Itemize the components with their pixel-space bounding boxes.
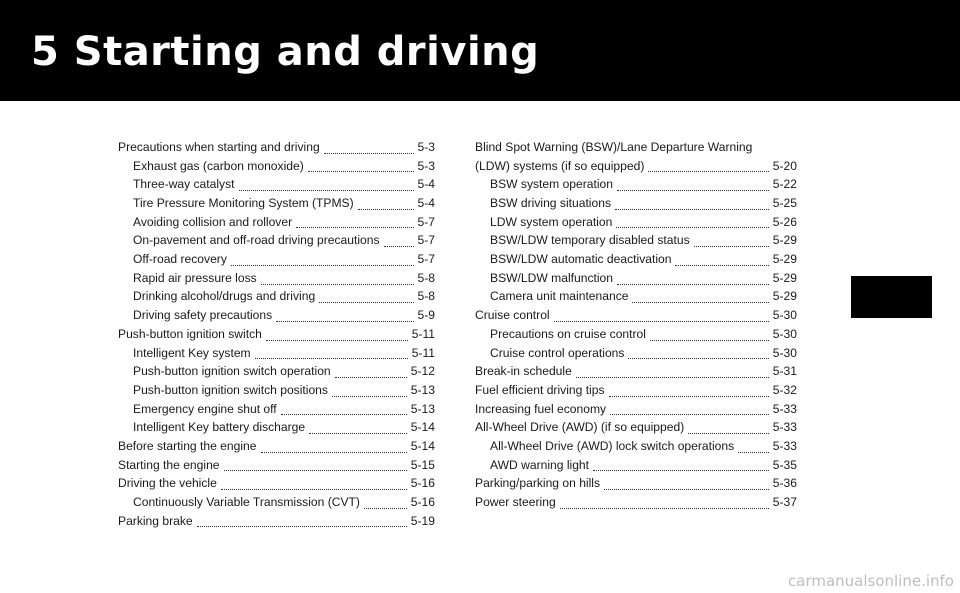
toc-dot-leader [309,433,407,434]
toc-entry-page: 5-4 [417,196,435,211]
toc-dot-leader [604,489,769,490]
toc-right-column [475,138,797,512]
toc-entry[interactable] [475,474,797,493]
toc-entry-page: 5-33 [772,401,797,416]
toc-dot-leader [281,414,407,415]
toc-entry-page: 5-8 [417,270,435,285]
toc-dot-leader [738,452,769,453]
toc-entry-label: Emergency engine shut off [133,401,277,416]
toc-entry-label: Parking/parking on hills [475,476,601,491]
toc-entry[interactable] [475,381,797,400]
toc-entry-page: 5-26 [772,214,797,229]
toc-dot-leader [324,153,414,154]
toc-dot-leader [610,414,769,415]
toc-dot-leader [197,526,407,527]
toc-dot-leader [224,470,407,471]
toc-entry[interactable] [475,194,797,213]
toc-entry-page: 5-16 [410,476,435,491]
toc-entry[interactable] [118,213,435,232]
toc-entry-label: Three-way catalyst [133,177,235,192]
toc-entry-label: Cruise control operations [490,345,625,360]
toc-entry-page: 5-7 [417,252,435,267]
toc-dot-leader [688,433,769,434]
toc-entry-page: 5-14 [410,420,435,435]
toc-dot-leader [266,340,408,341]
chapter-thumb-tab [851,276,932,318]
toc-entry-page: 5-12 [410,364,435,379]
chapter-header-band [0,0,960,101]
toc-entry[interactable] [118,138,435,157]
toc-entry-label: Driving the vehicle [118,476,217,491]
toc-dot-leader [364,508,407,509]
toc-dot-leader [261,284,414,285]
toc-dot-leader [593,470,769,471]
toc-dot-leader [576,377,769,378]
toc-entry-page: 5-31 [772,364,797,379]
toc-entry-label: Fuel efficient driving tips [475,382,605,397]
toc-entry-label: Parking brake [118,513,193,528]
toc-entry[interactable] [475,344,797,363]
toc-entry-page: 5-3 [417,139,435,154]
toc-entry[interactable] [118,456,435,475]
toc-entry-label: Push-button ignition switch [118,326,262,341]
toc-entry-page: 5-29 [772,233,797,248]
toc-entry-label: LDW system operation [490,214,613,229]
toc-entry-page: 5-15 [410,457,435,472]
toc-dot-leader [358,209,414,210]
toc-entry-label: All-Wheel Drive (AWD) lock switch operations [490,438,735,453]
toc-dot-leader [296,227,413,228]
toc-entry-page: 5-19 [410,513,435,528]
toc-entry-label: BSW system operation [490,177,613,192]
toc-entry[interactable] [475,437,797,456]
toc-entry[interactable] [475,231,797,250]
toc-entry-label: Off-road recovery [133,252,227,267]
toc-entry-page: 5-30 [772,308,797,323]
toc-entry[interactable] [475,250,797,269]
toc-left-column [118,138,435,530]
toc-entry-label: Intelligent Key system [133,345,251,360]
toc-entry-label: Intelligent Key battery discharge [133,420,306,435]
toc-entry-page: 5-20 [772,158,797,173]
toc-entry-label: Cruise control [475,308,550,323]
toc-dot-leader [675,265,768,266]
toc-entry-label: On-pavement and off-road driving precautions [133,233,380,248]
toc-entry-page: 5-35 [772,457,797,472]
toc-dot-leader [617,190,769,191]
toc-entry-label: Exhaust gas (carbon monoxide) [133,158,304,173]
toc-dot-leader [332,396,407,397]
toc-entry-label: BSW/LDW temporary disabled status [490,233,690,248]
toc-entry-page: 5-36 [772,476,797,491]
toc-dot-leader [648,171,768,172]
toc-entry[interactable] [475,418,797,437]
toc-entry-label: BSW/LDW malfunction [490,270,613,285]
toc-entry[interactable] [475,288,797,307]
toc-entry-label: Break-in schedule [475,364,572,379]
toc-entry[interactable] [118,250,435,269]
toc-entry-label: Push-button ignition switch positions [133,382,328,397]
toc-entry-page: 5-30 [772,345,797,360]
toc-entry[interactable] [118,381,435,400]
toc-entry[interactable] [118,362,435,381]
toc-entry-label: Camera unit maintenance [490,289,629,304]
chapter-title: 5 Starting and driving [31,29,540,75]
toc-entry[interactable] [118,194,435,213]
toc-entry[interactable] [118,400,435,419]
toc-entry-label: BSW driving situations [490,196,611,211]
toc-entry[interactable] [118,325,435,344]
toc-entry-page: 5-30 [772,326,797,341]
toc-entry[interactable] [475,400,797,419]
toc-dot-leader [239,190,414,191]
toc-entry-page: 5-22 [772,177,797,192]
toc-dot-leader [319,302,413,303]
toc-entry-label: Precautions when starting and driving [118,139,320,154]
toc-entry-label: Tire Pressure Monitoring System (TPMS) [133,196,354,211]
toc-entry[interactable] [475,456,797,475]
toc-dot-leader [221,489,407,490]
toc-entry[interactable] [118,437,435,456]
toc-entry-page: 5-29 [772,270,797,285]
toc-entry-label: Before starting the engine [118,438,257,453]
toc-entry[interactable] [118,231,435,250]
toc-entry[interactable] [118,418,435,437]
toc-entry-page: 5-32 [772,382,797,397]
toc-dot-leader [694,246,769,247]
toc-entry-page: 5-4 [417,177,435,192]
toc-entry-label: Drinking alcohol/drugs and driving [133,289,316,304]
toc-dot-leader [560,508,769,509]
toc-entry-page: 5-7 [417,214,435,229]
toc-entry[interactable] [475,493,797,512]
toc-entry-label: Precautions on cruise control [490,326,646,341]
toc-entry-heading-line[interactable]: Blind Spot Warning (BSW)/Lane Departure Warning [475,140,753,154]
toc-entry[interactable] [475,175,797,194]
toc-entry[interactable] [118,306,435,325]
toc-entry-page: 5-33 [772,420,797,435]
toc-dot-leader [261,452,407,453]
toc-dot-leader [231,265,414,266]
toc-entry-label: Avoiding collision and rollover [133,214,293,229]
toc-dot-leader [554,321,769,322]
toc-entry[interactable] [118,493,435,512]
toc-entry[interactable] [475,213,797,232]
toc-entry-label: Starting the engine [118,457,220,472]
toc-entry[interactable] [118,474,435,493]
toc-dot-leader [632,302,768,303]
toc-dot-leader [276,321,413,322]
toc-entry-page: 5-29 [772,252,797,267]
toc-entry-page: 5-14 [410,438,435,453]
toc-entry[interactable] [118,157,435,176]
toc-entry-page: 5-7 [417,233,435,248]
toc-entry-label: AWD warning light [490,457,590,472]
toc-dot-leader [335,377,407,378]
toc-entry-page: 5-8 [417,289,435,304]
toc-dot-leader [255,358,408,359]
toc-entry-label: Rapid air pressure loss [133,270,257,285]
toc-dot-leader [384,246,414,247]
toc-entry-label: Driving safety precautions [133,308,273,323]
toc-entry-label: Continuously Variable Transmission (CVT) [133,495,360,510]
toc-entry-label: Increasing fuel economy [475,401,607,416]
toc-entry-label: Push-button ignition switch operation [133,364,331,379]
toc-entry[interactable] [475,362,797,381]
toc-dot-leader [628,358,768,359]
toc-entry-page: 5-29 [772,289,797,304]
toc-entry-page: 5-9 [417,308,435,323]
toc-entry-label: (LDW) systems (if so equipped) [475,158,645,173]
toc-entry-page: 5-13 [410,382,435,397]
toc-dot-leader [617,284,769,285]
toc-entry[interactable] [475,157,797,176]
toc-entry-page: 5-11 [411,326,435,341]
toc-entry-page: 5-3 [417,158,435,173]
toc-entry-page: 5-16 [410,495,435,510]
toc-dot-leader [616,227,768,228]
toc-entry-page: 5-33 [772,438,797,453]
toc-entry-label: Power steering [475,495,556,510]
toc-dot-leader [609,396,769,397]
toc-entry[interactable] [118,344,435,363]
toc-entry-label: All-Wheel Drive (AWD) (if so equipped) [475,420,685,435]
toc-entry[interactable] [475,306,797,325]
toc-entry[interactable] [118,288,435,307]
toc-entry-page: 5-37 [772,495,797,510]
toc-entry[interactable] [475,269,797,288]
toc-entry[interactable] [118,512,435,531]
toc-entry-label: BSW/LDW automatic deactivation [490,252,672,267]
toc-entry[interactable] [118,175,435,194]
toc-entry-page: 5-11 [411,345,435,360]
toc-dot-leader [650,340,769,341]
toc-dot-leader [615,209,769,210]
toc-dot-leader [308,171,414,172]
toc-entry[interactable] [475,325,797,344]
toc-entry-page: 5-13 [410,401,435,416]
toc-entry[interactable] [118,269,435,288]
watermark: carmanualsonline.info [788,572,954,590]
toc-entry-page: 5-25 [772,196,797,211]
